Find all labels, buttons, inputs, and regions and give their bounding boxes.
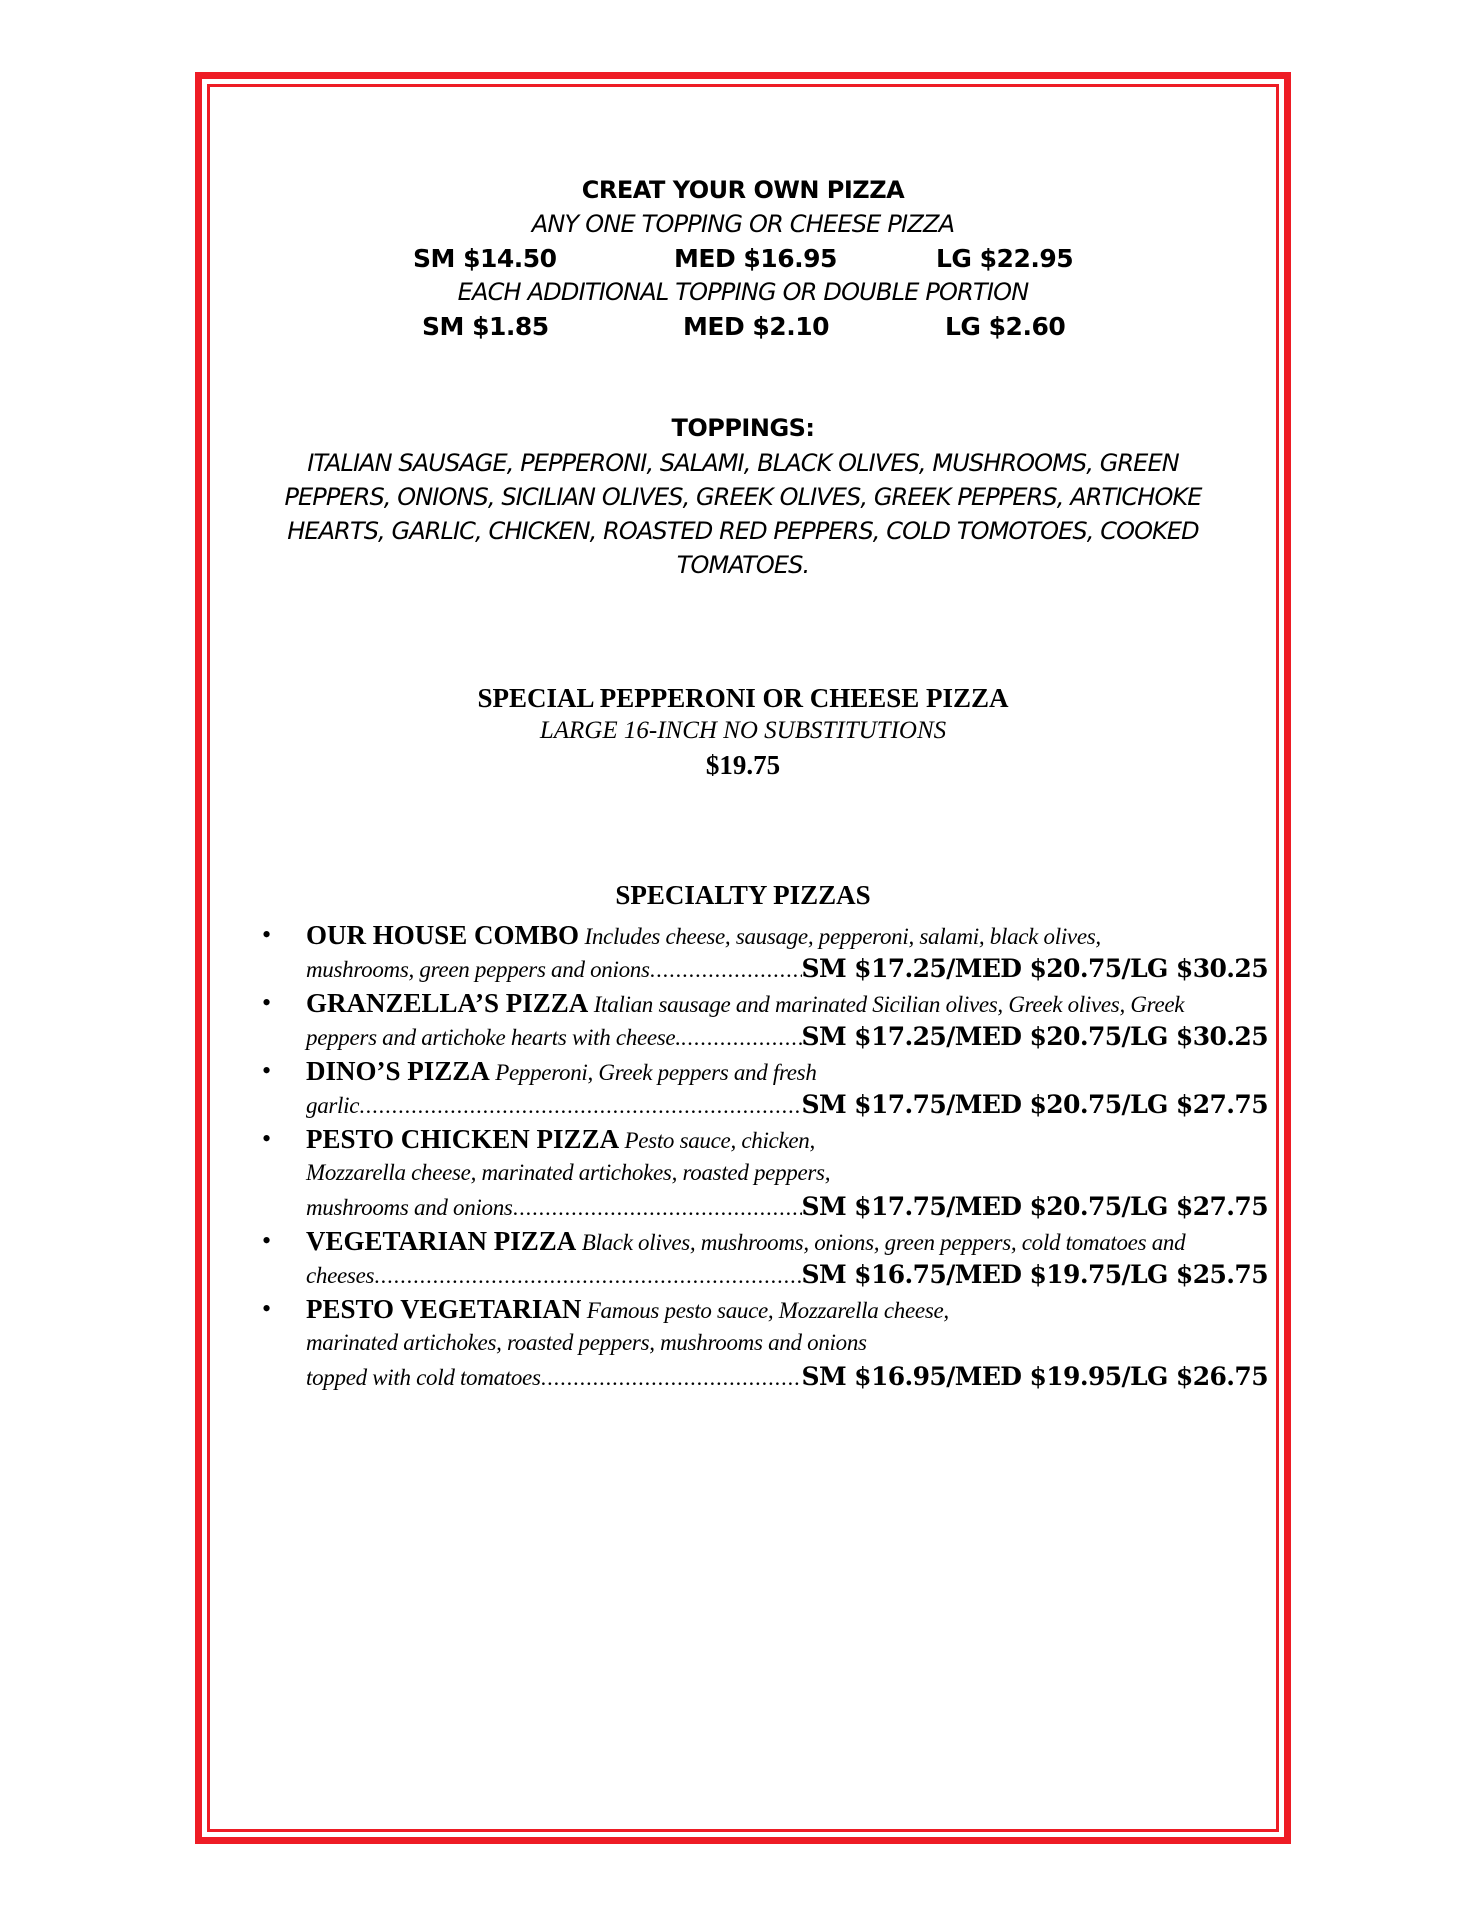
bullet: • [262, 1056, 272, 1085]
pizza-name: PESTO CHICKEN PIZZA [306, 1124, 620, 1154]
list-item [250, 1292, 1290, 1394]
additional-price-small: SM $1.85 [422, 312, 549, 341]
pizza-description: marinated artichokes, roasted peppers, mushrooms and onions [306, 1330, 867, 1355]
additional-topping-note: EACH ADDITIONAL TOPPING OR DOUBLE PORTION [457, 278, 1029, 306]
pizza-description: Mozzarella cheese, marinated artichokes, roasted peppers, [306, 1160, 831, 1185]
specialty-pizza-list [250, 918, 1290, 1394]
pizza-price: SM $16.75/MED $19.75/LG $25.75 [801, 1260, 1268, 1289]
toppings-line: PEPPERS, ONIONS, SICILIAN OLIVES, GREEK OLIVES, GREEK PEPPERS, ARTICHOKE [284, 483, 1202, 511]
leader-dots [374, 1259, 801, 1293]
pizza-description: Black olives, mushrooms, onions, green peppers, cold tomatoes and [576, 1230, 1186, 1255]
pizza-name: OUR HOUSE COMBO [306, 920, 580, 950]
additional-price-medium: MED $2.10 [683, 312, 829, 341]
toppings-title: TOPPINGS: [671, 414, 815, 442]
pizza-price: SM $17.25/MED $20.75/LG $30.25 [801, 1022, 1268, 1051]
pizza-name: DINO’S PIZZA [306, 1056, 490, 1086]
bullet: • [262, 1124, 272, 1153]
list-item [250, 1122, 1290, 1224]
pizza-description: garlic [306, 1093, 360, 1118]
leader-dots [681, 1021, 802, 1055]
list-item [250, 1054, 1290, 1122]
specialty-pizzas-title: SPECIALTY PIZZAS [615, 880, 871, 910]
bullet: • [262, 1226, 272, 1255]
pizza-name: GRANZELLA’S PIZZA [306, 988, 589, 1018]
base-price-large: LG $22.95 [936, 244, 1074, 273]
bullet: • [262, 920, 272, 949]
pizza-description: Pesto sauce, chicken, [619, 1128, 815, 1153]
leader-dots [359, 1089, 801, 1123]
leader-dots [650, 953, 802, 987]
special-pizza-price: $19.75 [705, 750, 781, 780]
toppings-line: HEARTS, GARLIC, CHICKEN, ROASTED RED PEPPERS, COLD TOMOTOES, COOKED [287, 517, 1199, 545]
pizza-name: PESTO VEGETARIAN [306, 1294, 582, 1324]
create-pizza-title: CREAT YOUR OWN PIZZA [581, 176, 905, 204]
pizza-description: cheeses [306, 1263, 375, 1288]
toppings-line: TOMATOES. [676, 551, 810, 579]
special-pizza-subtitle: LARGE 16-INCH NO SUBSTITUTIONS [539, 717, 947, 744]
pizza-description: peppers and artichoke hearts with cheese. [306, 1025, 681, 1050]
pizza-description: Pepperoni, Greek peppers and fresh [489, 1060, 817, 1085]
special-pizza-title: SPECIAL PEPPERONI OR CHEESE PIZZA [477, 683, 1009, 713]
pizza-description: Italian sausage and marinated Sicilian olives, Greek olives, Greek [588, 992, 1185, 1017]
pizza-description: topped with cold tomatoes [306, 1365, 541, 1390]
toppings-list [228, 446, 1258, 582]
bullet: • [262, 1294, 272, 1323]
list-item [250, 1224, 1290, 1292]
toppings-line: ITALIAN SAUSAGE, PEPPERONI, SALAMI, BLACK OLIVES, MUSHROOMS, GREEN [307, 449, 1179, 477]
base-price-small: SM $14.50 [413, 244, 557, 273]
pizza-description: mushrooms and onions [306, 1195, 513, 1220]
create-pizza-subtitle: ANY ONE TOPPING OR CHEESE PIZZA [531, 210, 955, 238]
list-item [250, 986, 1290, 1054]
pizza-price: SM $17.25/MED $20.75/LG $30.25 [801, 954, 1268, 983]
bullet: • [262, 988, 272, 1017]
pizza-description: mushrooms, green peppers and onions [306, 957, 650, 982]
leader-dots [541, 1361, 802, 1395]
pizza-description: Famous pesto sauce, Mozzarella cheese, [581, 1298, 949, 1323]
pizza-price: SM $16.95/MED $19.95/LG $26.75 [801, 1362, 1268, 1391]
leader-dots [513, 1191, 802, 1225]
additional-price-large: LG $2.60 [945, 312, 1066, 341]
pizza-price: SM $17.75/MED $20.75/LG $27.75 [801, 1090, 1268, 1119]
base-price-medium: MED $16.95 [674, 244, 837, 273]
list-item [250, 918, 1290, 986]
pizza-description: Includes cheese, sausage, pepperoni, salami, black olives, [579, 924, 1101, 949]
pizza-price: SM $17.75/MED $20.75/LG $27.75 [801, 1192, 1268, 1221]
pizza-name: VEGETARIAN PIZZA [306, 1226, 577, 1256]
